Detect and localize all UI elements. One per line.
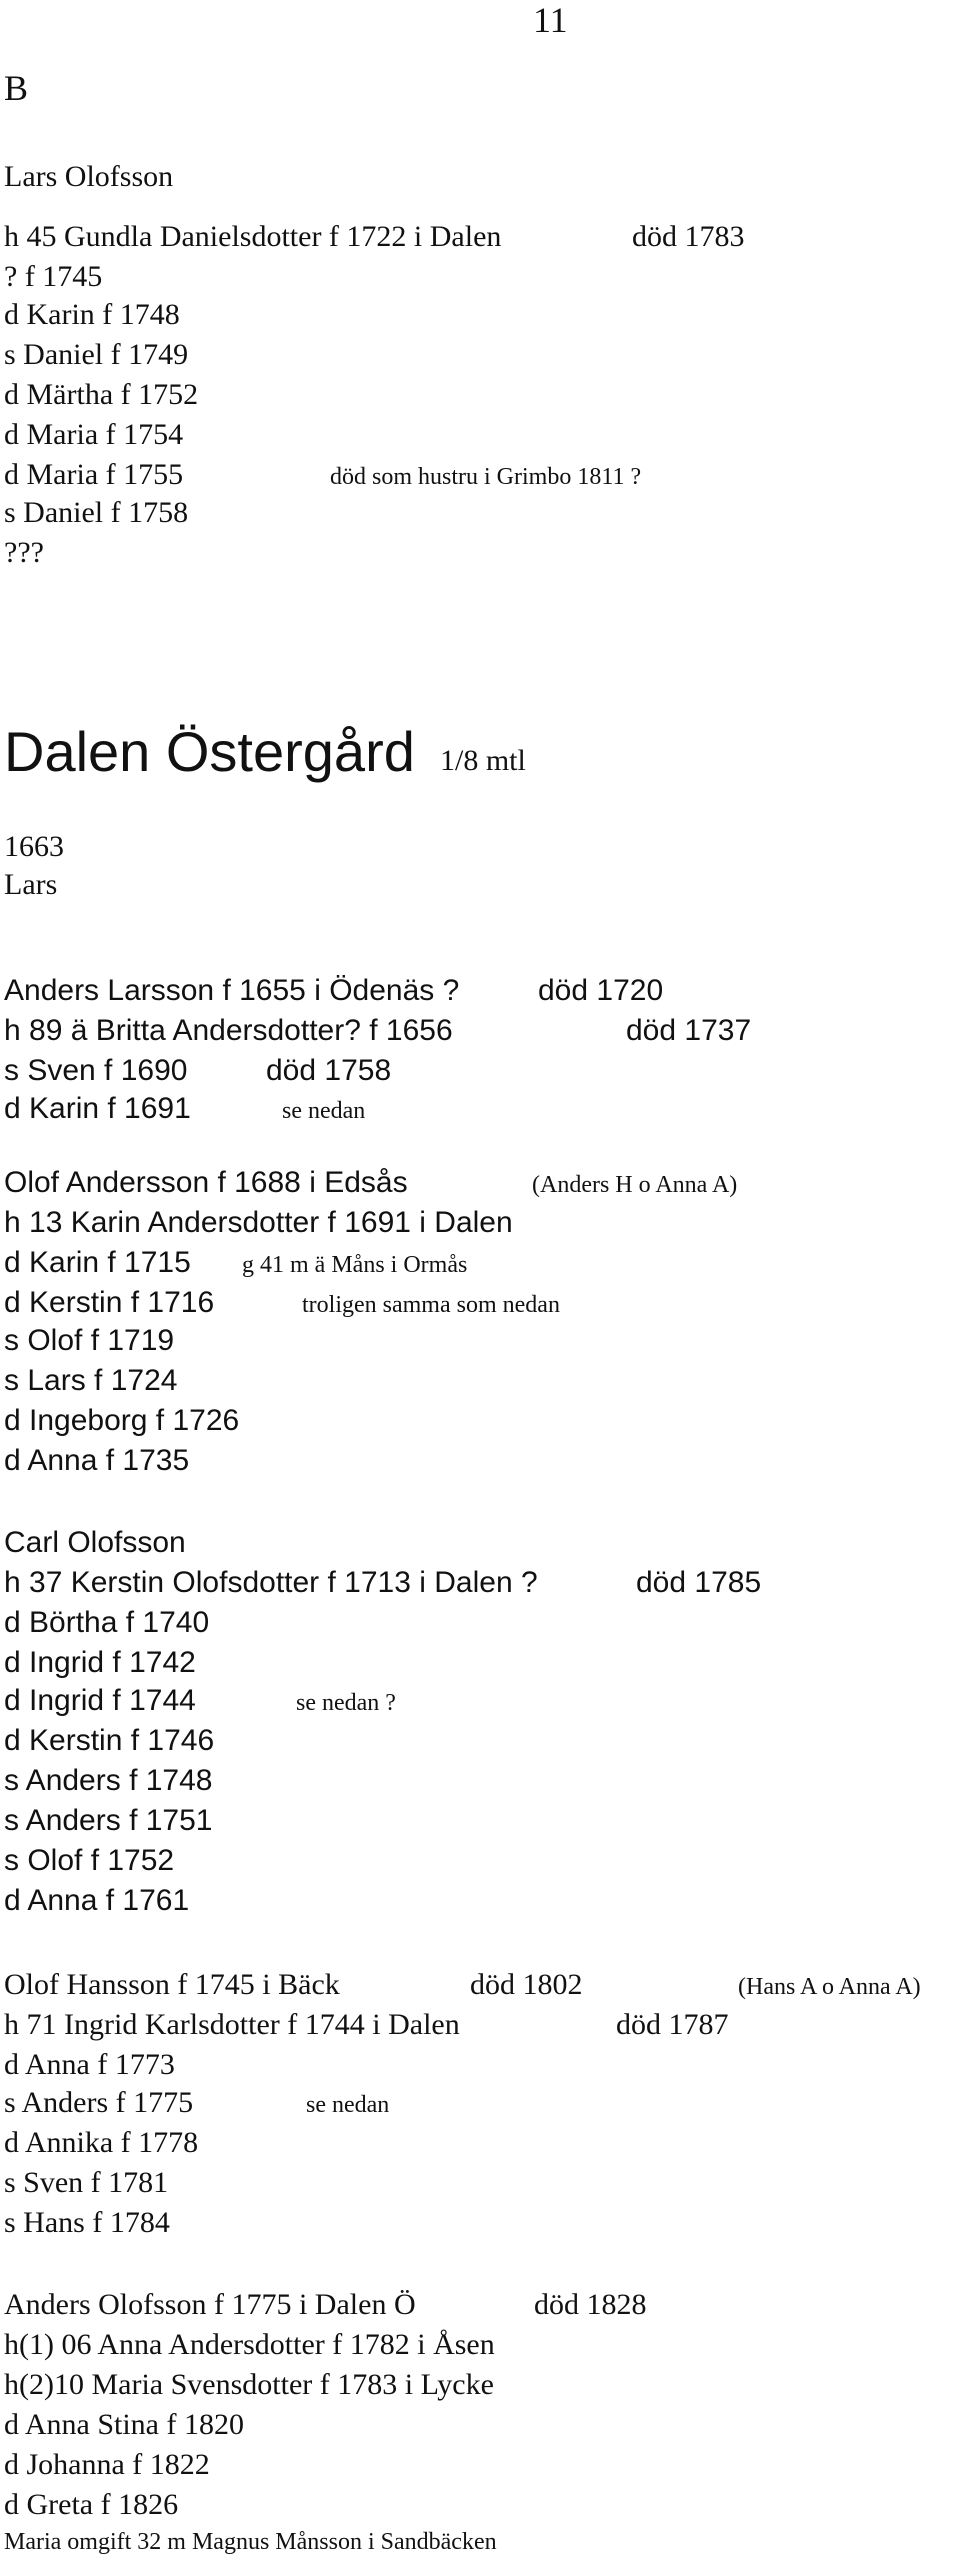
entry-line: s Anders f 1751	[4, 1804, 213, 1837]
entry-note: se nedan	[282, 1098, 366, 1124]
entry-line: d Anna Stina f 1820	[4, 2408, 244, 2441]
entry-line: s Lars f 1724	[4, 1364, 178, 1397]
entry-line: d Kerstin f 1746	[4, 1724, 215, 1757]
entry-note: död 1783	[632, 220, 745, 253]
entry-line: d Maria f 1754	[4, 418, 184, 451]
entry-line: h 37 Kerstin Olofsdotter f 1713 i Dalen ?	[4, 1566, 538, 1599]
entry-line: d Ingrid f 1744	[4, 1684, 196, 1717]
entry-line: d Karin f 1715	[4, 1246, 191, 1279]
entry-note: troligen samma som nedan	[302, 1292, 560, 1318]
entry-line: Carl Olofsson	[4, 1526, 186, 1559]
entry-note: g 41 m ä Måns i Ormås	[242, 1252, 468, 1278]
year-label: 1663	[4, 830, 64, 863]
entry-note: död 1802	[470, 1968, 583, 2001]
entry-line: s Anders f 1748	[4, 1764, 213, 1797]
entry-line: d Karin f 1691	[4, 1092, 191, 1125]
entry-note: (Hans A o Anna A)	[738, 1974, 921, 2000]
entry-line: d Karin f 1748	[4, 298, 180, 331]
farm-size: 1/8 mtl	[440, 744, 526, 777]
entry-line: h 13 Karin Andersdotter f 1691 i Dalen	[4, 1206, 513, 1239]
entry-line: d Ingeborg f 1726	[4, 1404, 240, 1437]
entry-note: död 1785	[636, 1566, 762, 1599]
entry-line: s Anders f 1775	[4, 2086, 194, 2119]
entry-line: s Sven f 1781	[4, 2166, 169, 2199]
entry-line: d Anna f 1773	[4, 2048, 175, 2081]
entry-line: h(1) 06 Anna Andersdotter f 1782 i Åsen	[4, 2328, 495, 2361]
entry-line: d Ingrid f 1742	[4, 1646, 196, 1679]
entry-line: d Johanna f 1822	[4, 2448, 210, 2481]
entry-line: Olof Andersson f 1688 i Edsås	[4, 1166, 408, 1199]
entry-line: h 71 Ingrid Karlsdotter f 1744 i Dalen	[4, 2008, 460, 2041]
entry-line: s Daniel f 1749	[4, 338, 189, 371]
entry-line: h(2)10 Maria Svensdotter f 1783 i Lycke	[4, 2368, 494, 2401]
entry-line: s Olof f 1719	[4, 1324, 175, 1357]
entry-line: Lars Olofsson	[4, 160, 174, 193]
entry-line: d Börtha f 1740	[4, 1606, 210, 1639]
year-name: Lars	[4, 868, 58, 901]
entry-line: h 45 Gundla Danielsdotter f 1722 i Dalen	[4, 220, 502, 253]
entry-line: d Märtha f 1752	[4, 378, 199, 411]
farm-title: Dalen Östergård	[4, 720, 415, 783]
entry-note: död som hustru i Grimbo 1811 ?	[330, 464, 642, 490]
entry-footnote: Maria omgift 32 m Magnus Månsson i Sandbäcken	[4, 2529, 497, 2555]
entry-line: Anders Larsson f 1655 i Ödenäs ?	[4, 974, 460, 1007]
entry-note: död 1787	[616, 2008, 729, 2041]
entry-note: död 1758	[266, 1054, 392, 1087]
entry-note: död 1828	[534, 2288, 647, 2321]
entry-line: d Maria f 1755	[4, 458, 184, 491]
entry-line: s Daniel f 1758	[4, 496, 189, 529]
entry-line: s Hans f 1784	[4, 2206, 170, 2239]
entry-line: Olof Hansson f 1745 i Bäck	[4, 1968, 340, 2001]
entry-note: se nedan ?	[296, 1690, 396, 1716]
entry-note: död 1720	[538, 974, 664, 1007]
entry-line: d Anna f 1761	[4, 1884, 190, 1917]
page-number: 11	[533, 0, 568, 40]
entry-line: ???	[4, 536, 44, 569]
entry-note: se nedan	[306, 2092, 390, 2118]
entry-note: (Anders H o Anna A)	[532, 1172, 738, 1198]
entry-line: h 89 ä Britta Andersdotter? f 1656	[4, 1014, 453, 1047]
entry-line: d Annika f 1778	[4, 2126, 199, 2159]
section-letter: B	[4, 68, 29, 108]
entry-line: Anders Olofsson f 1775 i Dalen Ö	[4, 2288, 416, 2321]
entry-line: d Greta f 1826	[4, 2488, 179, 2521]
entry-line: d Anna f 1735	[4, 1444, 190, 1477]
entry-line: s Olof f 1752	[4, 1844, 175, 1877]
entry-line: ? f 1745	[4, 260, 103, 293]
entry-line: d Kerstin f 1716	[4, 1286, 215, 1319]
entry-line: s Sven f 1690	[4, 1054, 188, 1087]
entry-note: död 1737	[626, 1014, 752, 1047]
